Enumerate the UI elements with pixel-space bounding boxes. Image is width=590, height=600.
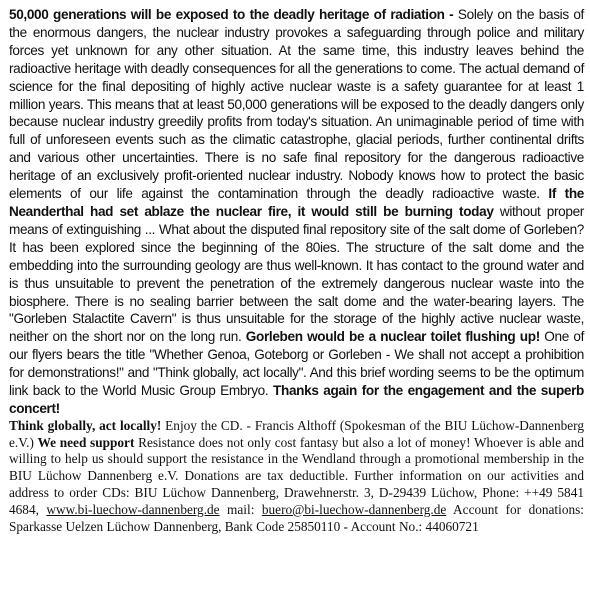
email-link[interactable]: buero@bi-luechow-dannenberg.de [261,501,447,517]
support-text-1: Enjoy the CD. - Francis Althoff (Spokesman of the BIU Lüchow-Dannenberg e.V.) [9,417,584,450]
website-link[interactable]: www.bi-luechow-dannenberg.de [46,501,220,517]
paragraph-text-3: One of our flyers bears the title "Whether Genoa, Goteborg or Gorleben - We shall not accept a prohibition for demonstrations!" and "Think globally, act locally". And this brief wording seems to be the optimum link back to the World Music Group Embryo. [9,329,585,399]
support-paragraph [9,418,584,536]
headline-generations: 50,000 generations will be exposed to the deadly heritage of radiation - [9,7,454,22]
paragraph-text-1: Solely on the basis of the enormous dangers, the nuclear industry provokes a safeguarding through police and military forces yet unknown for any other situation. At the same time, this industry leaves behind the radioactive heritage with deadly consequences for all the generations to come. The actual demand of science for the final depositing of highly active nuclear waste is a safety guarantee for at least 1 million years. This means that at least 50,000 generations will be exposed to the deadly dangers only because nuclear industry greedily profits from today's situation. An unimaginable period of time with full of unforeseen events such as the climatic catastrophe, glacial periods, further continental drifts and various other uncertainties. There is no safe final repository for the dangerous radioactive heritage of an exclusively profit-oriented nuclear industry. Nobody knows how to protect the basic elements of our life against the contamination through the deadly radioactive waste. [9,7,584,202]
gorleben-toilet-statement: Gorleben would be a nuclear toilet flushing up! [245,329,540,345]
neanderthal-statement: If the Neanderthal had set ablaze the nuclear fire, it would still be burning today [9,186,584,219]
support-text-2: Resistance does not only cost fantasy but also a lot of money! Whoever is able and willing to help us should support the resistance in the Wendland through a promotional membership in the BIU Lüchow Dannenberg e.V. Donations are tax deductible. Further information on our activities and address to order CDs: BIU Lüchow Dannenberg, Drawehnerstr. 3, D-29439 Lüchow, Phone: ++49 5841 4684, [9,434,584,517]
support-text-4: Account for donations: Sparkasse Uelzen Lüchow Dannenberg, Bank Code 25850110 - Account No.: 44060721 [9,501,584,534]
paragraph-text-2: without proper means of extinguishing ... What about the disputed final repository site of the salt dome of Gorleben? It has been explored since the beginning of the 80ies. The structure of the salt dome and the embedding into the surrounding geology are thus well-known. It has contact to the ground water and is thus unsuitable to prevent the penetration of the extremely dangerous nuclear waste into the biosphere. There is no sealing barrier between the salt dome and the water-bearing layers. The "Gorleben Stalactite Cavern" is thus unsuitable for the storage of the highly active nuclear waste, neither on the short nor on the long run. [9,203,584,345]
document-page [9,6,584,535]
thanks-statement: Thanks again for the engagement and the superb concert! [9,383,584,416]
support-text-3: mail: [219,501,262,517]
body-paragraph-english [9,6,584,418]
need-support-heading: We need support [37,434,135,450]
think-globally-heading: Think globally, act locally! [9,417,162,433]
